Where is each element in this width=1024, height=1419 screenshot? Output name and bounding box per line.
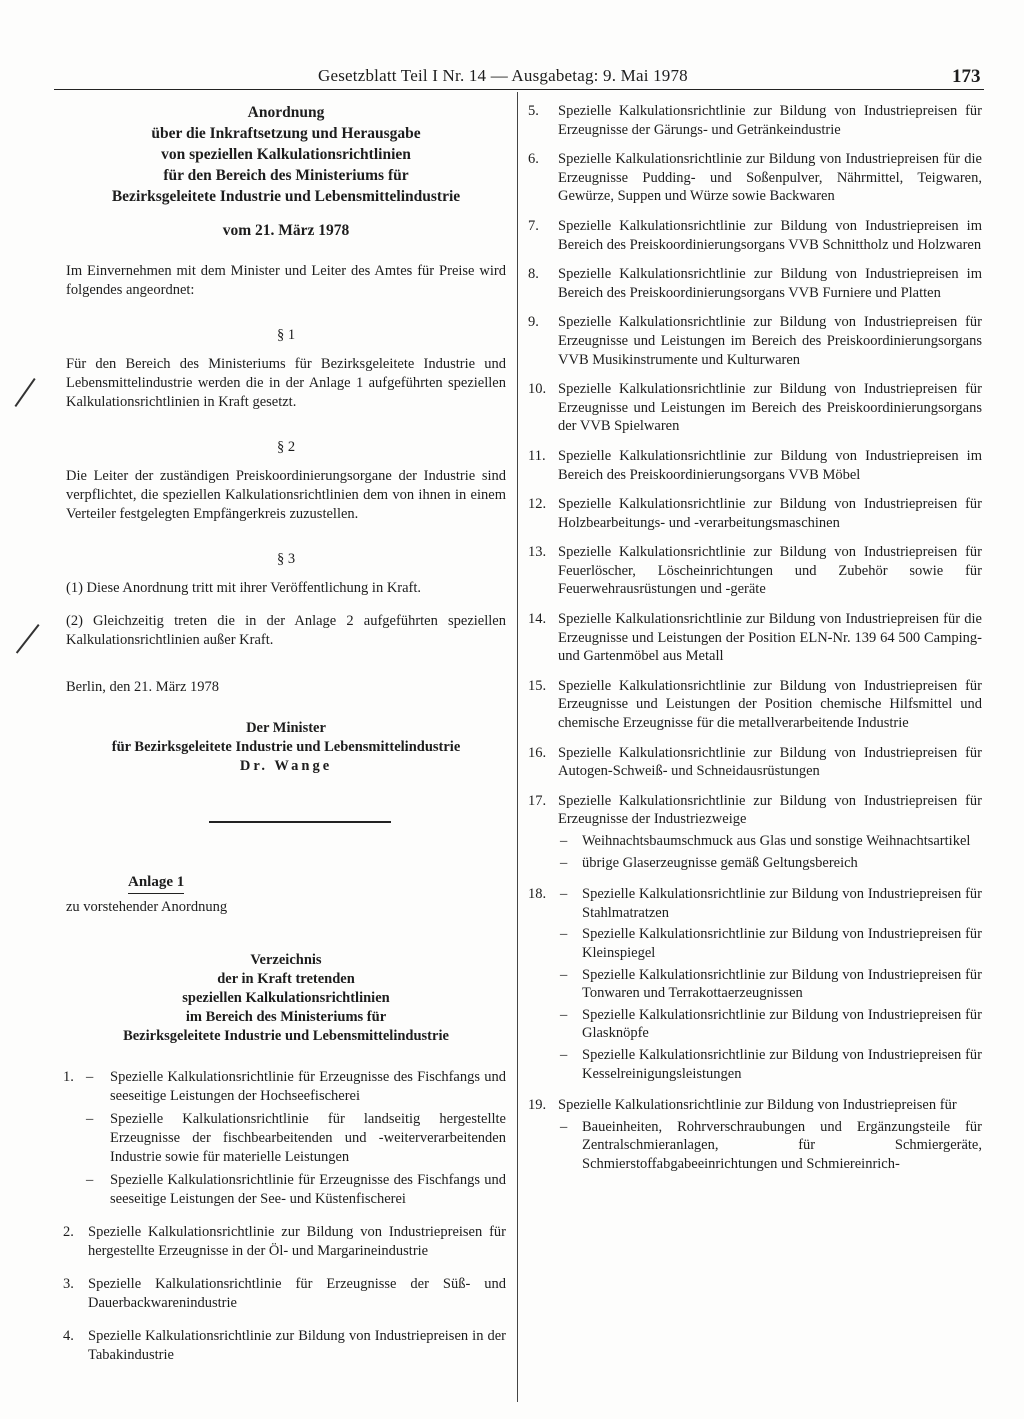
list-subitem — [66, 1171, 506, 1209]
item-number: 2. — [63, 1224, 74, 1240]
list-item — [528, 313, 982, 369]
dash: – — [560, 1006, 568, 1023]
dash: – — [86, 1069, 94, 1085]
signature-block — [66, 719, 506, 776]
item-text: übrige Glaserzeugnisse gemäß Geltungsbereich — [582, 854, 858, 871]
intro-paragraph: Im Einvernehmen mit dem Minister und Leiter des Amtes für Preise wird folgendes angeordnet: — [66, 263, 506, 298]
place-date: Berlin, den 21. März 1978 — [66, 679, 220, 695]
item-number: 9. — [528, 314, 539, 331]
separator-rule — [209, 821, 391, 823]
item-text: Spezielle Kalkulationsrichtlinie zur Bildung von Industriepreisen für die Erzeugnisse Pudding- und Soßenpulver, Nährmittel, Teigwaren, Gewürze, Suppen und Würze sowie Backwaren — [558, 151, 982, 205]
left-list — [63, 1068, 506, 1365]
item-number: 1. — [63, 1069, 74, 1085]
signature-name: Dr. Wange — [239, 758, 333, 774]
header-rule — [54, 89, 984, 90]
header-title: Gesetzblatt Teil I Nr. 14 — Ausgabetag: 9. Mai 1978 — [318, 66, 688, 85]
item-text: Spezielle Kalkulationsrichtlinie zur Bildung von Industriepreisen für die Erzeugnisse und Leistungen der Position ELN-Nr. 139 64 500 Camping- und Gartenmöbel aus Metall — [558, 611, 982, 665]
item-number: 18. — [528, 886, 547, 903]
item-number: 13. — [528, 544, 547, 561]
item-text: Spezielle Kalkulationsrichtlinie zur Bildung von Industriepreisen für Autogen-Schweiß- und Schneidausrüstungen — [558, 744, 982, 780]
item-text: Spezielle Kalkulationsrichtlinie zur Bildung von Industriepreisen für Stahlmatratzen — [582, 886, 982, 921]
item-text: Spezielle Kalkulationsrichtlinie zur Bildung von Industriepreisen für Kleinspiegel — [582, 926, 982, 961]
list-item — [528, 677, 982, 733]
section-paragraph: Die Leiter der zuständigen Preiskoordinierungsorgane der Industrie sind verpflichtet, die speziellen Kalkulationsrichtlinien dem von ihnen in einem Verteiler festgelegten Empfängerkreis zuzustellen. — [66, 468, 506, 522]
item-number: 15. — [528, 677, 547, 694]
item-number: 5. — [528, 103, 539, 119]
dash: – — [560, 854, 568, 871]
section-heading: § 3 — [276, 551, 296, 567]
item-text: Spezielle Kalkulationsrichtlinie zur Bildung von Industriepreisen für Erzeugnisse und Leistungen der Position chemische Hilfsmittel und chemische Erzeugnisse für die metallverarbeitende Industrie — [558, 677, 982, 732]
list-subitem — [66, 1110, 506, 1167]
pencil-mark — [16, 624, 40, 654]
section-heading: § 2 — [276, 439, 296, 455]
item-number: 10. — [528, 381, 547, 398]
column-divider — [517, 92, 518, 1402]
anlage-subtitle: zu vorstehender Anordnung — [66, 899, 228, 915]
list-item — [63, 1327, 506, 1365]
item-text: Spezielle Kalkulationsrichtlinie zur Bildung von Industriepreisen für Feuerlöscher, Löscheinrichtungen und Zubehör sowie für Feuerwehrausrüstungen und -geräte — [558, 544, 982, 598]
list-subitem — [528, 832, 982, 851]
list-item — [528, 217, 982, 254]
list-item — [63, 1223, 506, 1261]
title-line: Anordnung — [247, 104, 325, 121]
list-item — [63, 1275, 506, 1313]
page-number: 173 — [952, 66, 981, 87]
dash: – — [560, 926, 568, 943]
section-paragraph: (1) Diese Anordnung tritt mit ihrer Veröffentlichung in Kraft. — [66, 580, 422, 596]
anordnung-date: vom 21. März 1978 — [222, 222, 350, 239]
list-item — [528, 380, 982, 436]
list-subitem — [528, 1046, 982, 1083]
item-text: Spezielle Kalkulationsrichtlinie zur Bildung von Industriepreisen für Erzeugnisse und Leistungen im Bereich des Preiskoordinierungsorgans VVB Musikinstrumente und Kulturwaren — [558, 314, 982, 368]
dash: – — [560, 1118, 568, 1135]
item-text: Spezielle Kalkulationsrichtlinie zur Bildung von Industriepreisen für Erzeugnisse der Gärungs- und Getränkeindustrie — [558, 103, 982, 138]
section-paragraph: Für den Bereich des Ministeriums für Bezirksgeleitete Industrie und Lebensmittelindustrie werden die in der Anlage 1 aufgeführten speziellen Kalkulationsrichtlinien in Kraft gesetzt. — [66, 356, 506, 410]
item-text: Spezielle Kalkulationsrichtlinie zur Bildung von Industriepreisen für hergestellte Erzeugnisse in der Öl- und Margarineindustrie — [88, 1224, 506, 1259]
list-subitem — [528, 925, 982, 962]
section-heading: § 1 — [276, 327, 296, 343]
list-item — [528, 792, 982, 829]
item-number: 4. — [63, 1328, 74, 1344]
title-line: Bezirksgeleitete Industrie und Lebensmittelindustrie — [111, 188, 461, 205]
list-item — [528, 265, 982, 302]
list-item — [528, 102, 982, 139]
page-header — [0, 64, 1024, 92]
heading-line: speziellen Kalkulationsrichtlinien — [182, 990, 390, 1006]
item-text: Spezielle Kalkulationsrichtlinie zur Bildung von Industriepreisen im Bereich des Preiskoordinierungsorgans VVB Furniere und Platten — [558, 266, 982, 301]
heading-line: Verzeichnis — [250, 952, 322, 968]
item-number: 8. — [528, 266, 539, 283]
item-text: Spezielle Kalkulationsrichtlinie zur Bildung von Industriepreisen im Bereich des Preiskoordinierungsorgans VVB Möbel — [558, 447, 982, 483]
dash: – — [560, 1046, 568, 1063]
list-item — [528, 744, 982, 781]
item-number: 17. — [528, 792, 547, 809]
item-number: 12. — [528, 496, 547, 513]
list-item — [63, 1068, 506, 1106]
list-item — [528, 1096, 982, 1115]
item-number: 7. — [528, 217, 539, 234]
title-line: über die Inkraftsetzung und Herausgabe — [151, 125, 421, 142]
item-text: Spezielle Kalkulationsrichtlinie zur Bildung von Industriepreisen im Bereich des Preiskoordinierungsorgans VVB Schnittholz und Holzwaren — [558, 217, 982, 253]
dash: – — [560, 886, 568, 903]
anlage-title: Anlage 1 — [128, 873, 184, 894]
pencil-mark — [14, 378, 35, 407]
item-text: Spezielle Kalkulationsrichtlinie zur Bildung von Industriepreisen in der Tabakindustrie — [88, 1328, 506, 1363]
anordnung-title — [66, 102, 506, 207]
item-number: 19. — [528, 1097, 547, 1114]
item-number: 6. — [528, 151, 539, 168]
item-number: 3. — [63, 1276, 74, 1292]
title-line: von speziellen Kalkulationsrichtlinien — [161, 146, 411, 163]
dash: – — [86, 1172, 94, 1188]
list-item — [528, 150, 982, 206]
item-number: 16. — [528, 744, 547, 761]
item-text: Spezielle Kalkulationsrichtlinie zur Bildung von Industriepreisen für Tonwaren und Terrakottaerzeugnissen — [582, 966, 982, 1002]
title-line: für den Bereich des Ministeriums für — [163, 167, 409, 184]
item-text: Spezielle Kalkulationsrichtlinie für Erzeugnisse der Süß- und Dauerbackwarenindustrie — [88, 1276, 506, 1311]
list-subitem — [528, 854, 982, 873]
signature-line: Der Minister — [246, 720, 326, 736]
item-number: 14. — [528, 611, 547, 628]
dash: – — [560, 966, 568, 983]
item-text: Spezielle Kalkulationsrichtlinie für Erzeugnisse des Fischfangs und seeseitige Leistungen der See- und Küstenfischerei — [110, 1172, 506, 1207]
section-paragraph: (2) Gleichzeitig treten die in der Anlage 2 aufgeführten speziellen Kalkulationsrichtlinien außer Kraft. — [66, 613, 506, 648]
list-item — [528, 885, 982, 922]
list-item — [528, 447, 982, 484]
list-item — [528, 610, 982, 666]
dash: – — [560, 833, 568, 849]
item-number: 11. — [528, 447, 546, 464]
right-column — [528, 102, 982, 1174]
item-text: Spezielle Kalkulationsrichtlinie zur Bildung von Industriepreisen für — [558, 1097, 957, 1114]
list-item — [528, 543, 982, 599]
list-subitem — [528, 966, 982, 1003]
heading-line: der in Kraft tretenden — [217, 971, 355, 987]
item-text: Spezielle Kalkulationsrichtlinie zur Bildung von Industriepreisen für Kesselreinigungsleistungen — [582, 1046, 982, 1082]
item-text: Weihnachtsbaumschmuck aus Glas und sonstige Weihnachtsartikel — [582, 833, 971, 849]
item-text: Spezielle Kalkulationsrichtlinie zur Bildung von Industriepreisen für Holzbearbeitungs- und -verarbeitungsmaschinen — [558, 496, 982, 531]
dash: – — [86, 1111, 94, 1127]
item-text: Spezielle Kalkulationsrichtlinie zur Bildung von Industriepreisen für Glasknöpfe — [582, 1006, 982, 1042]
item-text: Spezielle Kalkulationsrichtlinie zur Bildung von Industriepreisen für Erzeugnisse und Leistungen im Bereich des Preiskoordinierungsorgans der VVB Spielwaren — [558, 381, 982, 435]
item-text: Spezielle Kalkulationsrichtlinie für landseitig hergestellte Erzeugnisse der fischbearbeitenden und -weiterverarbeitenden Industrie sowie für materielle Leistungen — [110, 1111, 506, 1165]
item-text: Baueinheiten, Rohrverschraubungen und Ergänzungsteile für Zentralschmieranlagen, für Schmiergeräte, Schmierstoffabgabeeinrichtungen und Schmiereinrich- — [582, 1118, 982, 1172]
item-text: Spezielle Kalkulationsrichtlinie zur Bildung von Industriepreisen für Erzeugnisse der Industriezweige — [558, 792, 982, 828]
verzeichnis-heading — [66, 951, 506, 1046]
list-item — [528, 495, 982, 532]
heading-line: Bezirksgeleitete Industrie und Lebensmittelindustrie — [123, 1028, 449, 1044]
list-subitem — [528, 1118, 982, 1174]
left-column — [63, 102, 506, 1379]
signature-line: für Bezirksgeleitete Industrie und Lebensmittelindustrie — [111, 739, 461, 755]
heading-line: im Bereich des Ministeriums für — [185, 1009, 387, 1025]
item-text: Spezielle Kalkulationsrichtlinie für Erzeugnisse des Fischfangs und seeseitige Leistungen der Hochseefischerei — [110, 1069, 506, 1104]
list-subitem — [528, 1006, 982, 1043]
